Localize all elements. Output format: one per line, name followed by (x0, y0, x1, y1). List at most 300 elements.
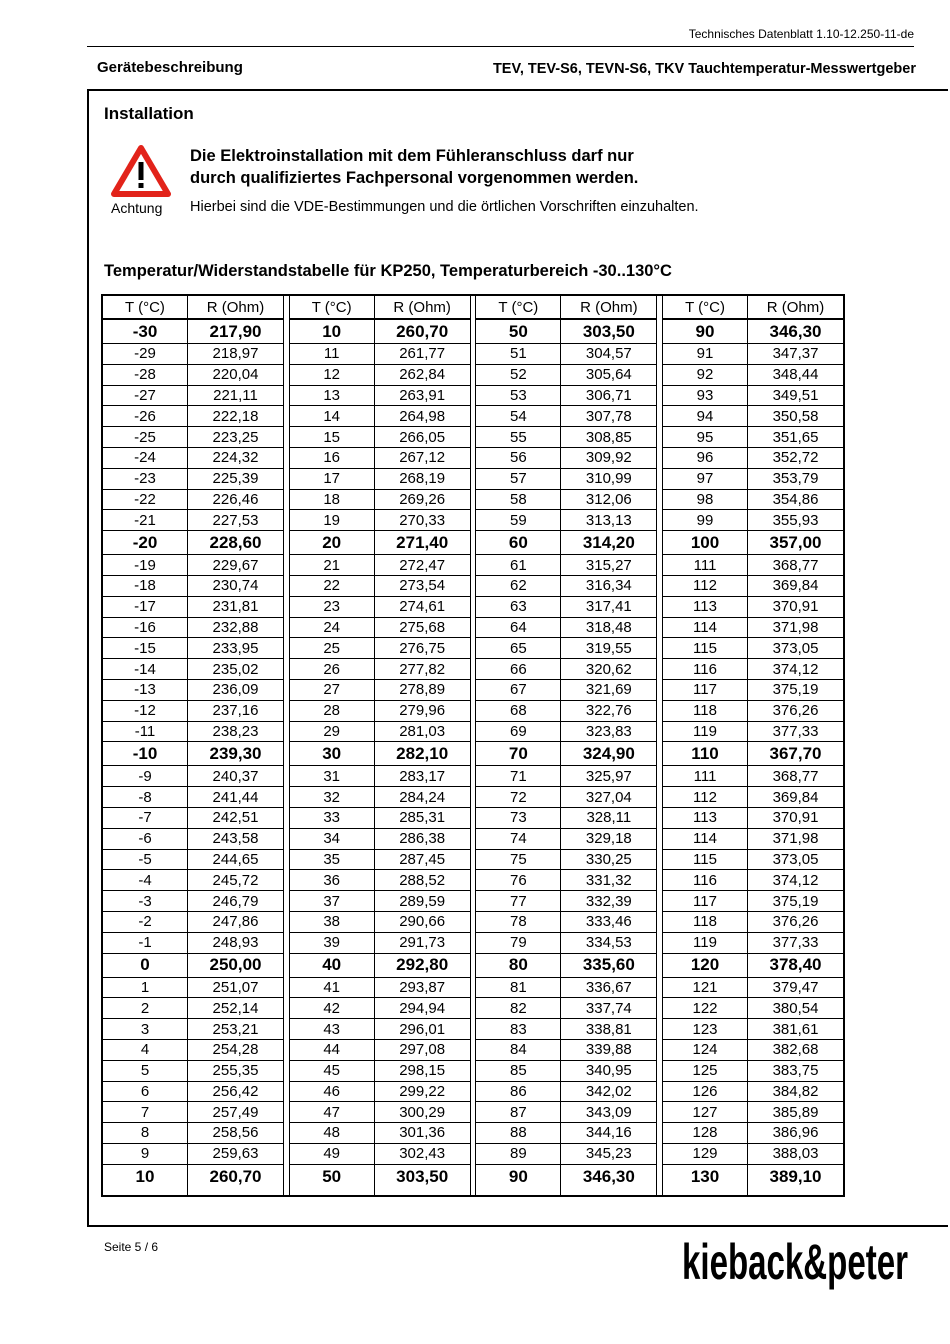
temperature-cell: 79 (476, 933, 560, 954)
resistance-cell: 257,49 (188, 1102, 283, 1123)
resistance-cell: 319,55 (561, 638, 656, 659)
resistance-cell: 307,78 (561, 406, 656, 427)
column-header-temperature: T (°C) (476, 296, 560, 320)
temperature-cell: 41 (290, 978, 374, 999)
temperature-cell: 30 (290, 742, 374, 766)
resistance-cell: 298,15 (375, 1061, 470, 1082)
table-group (103, 296, 283, 1195)
resistance-cell: 262,84 (375, 365, 470, 386)
temperature-cell: -27 (103, 386, 187, 407)
resistance-cell: 324,90 (561, 742, 656, 766)
resistance-cell: 346,30 (748, 320, 843, 344)
temperature-cell: 54 (476, 406, 560, 427)
temperature-cell: 2 (103, 998, 187, 1019)
resistance-cell: 368,77 (748, 555, 843, 576)
temperature-cell: -8 (103, 787, 187, 808)
temperature-cell: 91 (663, 344, 747, 365)
resistance-cell: 281,03 (375, 722, 470, 743)
resistance-cell: 283,17 (375, 766, 470, 787)
resistance-cell: 373,05 (748, 850, 843, 871)
resistance-cell: 247,86 (188, 912, 283, 933)
section-heading: Gerätebeschreibung (97, 59, 243, 76)
resistance-cell: 230,74 (188, 576, 283, 597)
resistance-cell: 220,04 (188, 365, 283, 386)
warning-text-line-2: durch qualifiziertes Fachpersonal vorgenommen werden. (190, 169, 639, 187)
temperature-cell: -19 (103, 555, 187, 576)
resistance-cell: 373,05 (748, 638, 843, 659)
temperature-cell: 49 (290, 1144, 374, 1165)
resistance-cell: 342,02 (561, 1082, 656, 1103)
temperature-cell: 32 (290, 787, 374, 808)
resistance-cell: 284,24 (375, 787, 470, 808)
resistance-cell: 260,70 (375, 320, 470, 344)
temperature-cell: 4 (103, 1040, 187, 1061)
resistance-cell: 329,18 (561, 829, 656, 850)
temperature-cell: 63 (476, 597, 560, 618)
temperature-cell: -20 (103, 531, 187, 555)
temperature-cell: 16 (290, 448, 374, 469)
temperature-cell: -22 (103, 490, 187, 511)
temperature-cell: 116 (663, 659, 747, 680)
temperature-cell: -1 (103, 933, 187, 954)
temperature-cell: 56 (476, 448, 560, 469)
column-header-temperature: T (°C) (663, 296, 747, 320)
temperature-column (103, 296, 188, 1195)
resistance-cell: 337,74 (561, 998, 656, 1019)
resistance-cell: 235,02 (188, 659, 283, 680)
temperature-column (476, 296, 561, 1195)
temperature-cell: 80 (476, 954, 560, 978)
resistance-cell: 343,09 (561, 1102, 656, 1123)
temperature-cell: 33 (290, 808, 374, 829)
temperature-cell: 21 (290, 555, 374, 576)
column-header-resistance: R (Ohm) (748, 296, 843, 320)
resistance-column (375, 296, 470, 1195)
temperature-cell: 120 (663, 954, 747, 978)
temperature-cell: 86 (476, 1082, 560, 1103)
temperature-cell: 37 (290, 891, 374, 912)
resistance-cell: 370,91 (748, 808, 843, 829)
temperature-cell: 114 (663, 829, 747, 850)
header-rule (87, 46, 914, 47)
resistance-cell: 299,22 (375, 1082, 470, 1103)
resistance-cell: 381,61 (748, 1019, 843, 1040)
resistance-cell: 308,85 (561, 427, 656, 448)
temperature-cell: 117 (663, 680, 747, 701)
temperature-cell: 8 (103, 1123, 187, 1144)
resistance-cell: 371,98 (748, 829, 843, 850)
resistance-cell: 269,26 (375, 490, 470, 511)
group-separator (470, 296, 477, 1195)
resistance-cell: 236,09 (188, 680, 283, 701)
temperature-cell: 27 (290, 680, 374, 701)
temperature-cell: 117 (663, 891, 747, 912)
resistance-cell: 303,50 (396, 1166, 449, 1186)
resistance-cell: 347,37 (748, 344, 843, 365)
temperature-cell: 9 (103, 1144, 187, 1165)
column-header-temperature: T (°C) (103, 296, 187, 320)
temperature-cell: 64 (476, 618, 560, 639)
resistance-cell: 375,19 (748, 891, 843, 912)
temperature-cell: 111 (663, 766, 747, 787)
temperature-cell: -9 (103, 766, 187, 787)
temperature-cell: 81 (476, 978, 560, 999)
resistance-cell: 304,57 (561, 344, 656, 365)
resistance-cell: 325,97 (561, 766, 656, 787)
temperature-cell: 67 (476, 680, 560, 701)
resistance-cell: 246,79 (188, 891, 283, 912)
warning-note: Hierbei sind die VDE-Bestimmungen und die örtlichen Vorschriften einzuhalten. (190, 199, 699, 215)
temperature-cell: 10 (290, 320, 374, 344)
resistance-cell: 332,39 (561, 891, 656, 912)
resistance-cell: 323,83 (561, 722, 656, 743)
temperature-cell: 74 (476, 829, 560, 850)
resistance-cell: 292,80 (375, 954, 470, 978)
temperature-cell: -3 (103, 891, 187, 912)
temperature-cell: 29 (290, 722, 374, 743)
temperature-cell: 3 (103, 1019, 187, 1040)
warning-text-line-1: Die Elektroinstallation mit dem Fühleranschluss darf nur (190, 147, 634, 165)
resistance-cell: 371,98 (748, 618, 843, 639)
temperature-cell: 113 (663, 597, 747, 618)
temperature-cell: 119 (663, 722, 747, 743)
resistance-cell: 352,72 (748, 448, 843, 469)
temperature-cell: 53 (476, 386, 560, 407)
resistance-cell: 374,12 (748, 870, 843, 891)
resistance-cell: 267,12 (375, 448, 470, 469)
resistance-cell: 346,30 (582, 1166, 635, 1186)
temperature-cell: -14 (103, 659, 187, 680)
resistance-cell: 279,96 (375, 701, 470, 722)
temperature-cell: 57 (476, 469, 560, 490)
resistance-cell: 314,20 (561, 531, 656, 555)
resistance-cell: 255,35 (188, 1061, 283, 1082)
kieback-peter-logo (680, 1233, 912, 1293)
resistance-cell: 272,47 (375, 555, 470, 576)
temperature-cell: 116 (663, 870, 747, 891)
temperature-cell: 26 (290, 659, 374, 680)
temperature-cell: 38 (290, 912, 374, 933)
temperature-cell: 70 (476, 742, 560, 766)
temperature-cell: -13 (103, 680, 187, 701)
resistance-cell: 351,65 (748, 427, 843, 448)
temperature-cell: 89 (476, 1144, 560, 1165)
temperature-cell: -5 (103, 850, 187, 871)
resistance-cell: 384,82 (748, 1082, 843, 1103)
resistance-cell: 306,71 (561, 386, 656, 407)
resistance-cell: 385,89 (748, 1102, 843, 1123)
resistance-cell: 378,40 (748, 954, 843, 978)
temperature-cell: 88 (476, 1123, 560, 1144)
resistance-cell: 261,77 (375, 344, 470, 365)
temperature-cell: 75 (476, 850, 560, 871)
temperature-cell: 22 (290, 576, 374, 597)
table-group (663, 296, 843, 1195)
temperature-cell: 11 (290, 344, 374, 365)
resistance-cell: 369,84 (748, 787, 843, 808)
temperature-cell: 5 (103, 1061, 187, 1082)
resistance-cell: 355,93 (748, 510, 843, 531)
resistance-cell: 278,89 (375, 680, 470, 701)
resistance-cell: 240,37 (188, 766, 283, 787)
table-group (290, 296, 470, 1195)
resistance-table (101, 294, 845, 1197)
resistance-cell: 354,86 (748, 490, 843, 511)
resistance-cell: 258,56 (188, 1123, 283, 1144)
temperature-cell: -6 (103, 829, 187, 850)
temperature-cell: -18 (103, 576, 187, 597)
temperature-cell: 115 (663, 850, 747, 871)
resistance-cell: 252,14 (188, 998, 283, 1019)
page-number: Seite 5 / 6 (104, 1240, 159, 1254)
resistance-cell: 369,84 (748, 576, 843, 597)
resistance-cell: 380,54 (748, 998, 843, 1019)
resistance-cell: 340,95 (561, 1061, 656, 1082)
temperature-cell: 62 (476, 576, 560, 597)
resistance-cell: 336,67 (561, 978, 656, 999)
temperature-cell: 23 (290, 597, 374, 618)
temperature-cell: 97 (663, 469, 747, 490)
resistance-cell: 294,94 (375, 998, 470, 1019)
resistance-cell: 273,54 (375, 576, 470, 597)
svg-text:kieback&peter: kieback&peter (682, 1234, 908, 1290)
column-header-resistance: R (Ohm) (561, 296, 656, 320)
resistance-cell: 301,36 (375, 1123, 470, 1144)
resistance-cell: 270,33 (375, 510, 470, 531)
temperature-cell: 94 (663, 406, 747, 427)
temperature-cell: 40 (290, 954, 374, 978)
temperature-cell: 50 (476, 320, 560, 344)
resistance-cell: 226,46 (188, 490, 283, 511)
resistance-cell: 224,32 (188, 448, 283, 469)
temperature-cell: 25 (290, 638, 374, 659)
resistance-cell: 367,70 (748, 742, 843, 766)
resistance-cell: 256,42 (188, 1082, 283, 1103)
temperature-cell: 55 (476, 427, 560, 448)
temperature-cell: 85 (476, 1061, 560, 1082)
temperature-cell: 111 (663, 555, 747, 576)
temperature-cell: 110 (663, 742, 747, 766)
resistance-cell: 242,51 (188, 808, 283, 829)
temperature-cell: -7 (103, 808, 187, 829)
temperature-cell: 122 (663, 998, 747, 1019)
resistance-cell: 344,16 (561, 1123, 656, 1144)
temperature-cell: 10 (135, 1166, 155, 1186)
temperature-cell: 46 (290, 1082, 374, 1103)
temperature-cell: 43 (290, 1019, 374, 1040)
resistance-cell: 327,04 (561, 787, 656, 808)
temperature-cell: 31 (290, 766, 374, 787)
temperature-cell: 99 (663, 510, 747, 531)
resistance-cell: 321,69 (561, 680, 656, 701)
temperature-cell: 78 (476, 912, 560, 933)
temperature-cell: 36 (290, 870, 374, 891)
temperature-cell: 90 (508, 1166, 528, 1186)
resistance-cell: 268,19 (375, 469, 470, 490)
resistance-cell: 315,27 (561, 555, 656, 576)
resistance-cell: 318,48 (561, 618, 656, 639)
resistance-cell: 232,88 (188, 618, 283, 639)
column-header-resistance: R (Ohm) (375, 296, 470, 320)
temperature-cell: 112 (663, 787, 747, 808)
resistance-cell: 377,33 (748, 722, 843, 743)
temperature-cell: 95 (663, 427, 747, 448)
resistance-cell: 227,53 (188, 510, 283, 531)
temperature-cell: 128 (663, 1123, 747, 1144)
resistance-cell: 223,25 (188, 427, 283, 448)
temperature-cell: 84 (476, 1040, 560, 1061)
temperature-cell: 14 (290, 406, 374, 427)
resistance-cell: 353,79 (748, 469, 843, 490)
resistance-cell: 250,00 (188, 954, 283, 978)
resistance-cell: 331,32 (561, 870, 656, 891)
resistance-cell: 264,98 (375, 406, 470, 427)
resistance-cell: 228,60 (188, 531, 283, 555)
resistance-cell: 370,91 (748, 597, 843, 618)
temperature-cell: 42 (290, 998, 374, 1019)
resistance-cell: 377,33 (748, 933, 843, 954)
temperature-cell: 20 (290, 531, 374, 555)
temperature-cell: 44 (290, 1040, 374, 1061)
resistance-cell: 322,76 (561, 701, 656, 722)
resistance-cell: 254,28 (188, 1040, 283, 1061)
temperature-cell: -11 (103, 722, 187, 743)
temperature-cell: 124 (663, 1040, 747, 1061)
installation-title: Installation (104, 104, 194, 123)
resistance-cell: 374,12 (748, 659, 843, 680)
resistance-cell: 296,01 (375, 1019, 470, 1040)
temperature-cell: -10 (103, 742, 187, 766)
temperature-cell: 18 (290, 490, 374, 511)
resistance-cell: 289,59 (375, 891, 470, 912)
resistance-cell: 221,11 (188, 386, 283, 407)
resistance-cell: 305,64 (561, 365, 656, 386)
temperature-cell: 1 (103, 978, 187, 999)
temperature-cell: 39 (290, 933, 374, 954)
resistance-cell: 287,45 (375, 850, 470, 871)
temperature-cell: 13 (290, 386, 374, 407)
temperature-cell: 61 (476, 555, 560, 576)
temperature-cell: 0 (103, 954, 187, 978)
resistance-cell: 310,99 (561, 469, 656, 490)
resistance-cell: 233,95 (188, 638, 283, 659)
resistance-cell: 388,03 (748, 1144, 843, 1165)
resistance-cell: 383,75 (748, 1061, 843, 1082)
resistance-cell: 291,73 (375, 933, 470, 954)
resistance-cell: 238,23 (188, 722, 283, 743)
resistance-cell: 217,90 (188, 320, 283, 344)
resistance-cell: 382,68 (748, 1040, 843, 1061)
temperature-cell: 69 (476, 722, 560, 743)
resistance-cell: 312,06 (561, 490, 656, 511)
group-separator (656, 296, 663, 1195)
resistance-cell: 375,19 (748, 680, 843, 701)
column-header-resistance: R (Ohm) (188, 296, 283, 320)
temperature-cell: 129 (663, 1144, 747, 1165)
temperature-cell: 114 (663, 618, 747, 639)
resistance-cell: 231,81 (188, 597, 283, 618)
temperature-cell: 130 (690, 1166, 720, 1186)
temperature-cell: 59 (476, 510, 560, 531)
resistance-cell: 338,81 (561, 1019, 656, 1040)
resistance-cell: 309,92 (561, 448, 656, 469)
resistance-cell: 376,26 (748, 701, 843, 722)
temperature-cell: -28 (103, 365, 187, 386)
temperature-cell: 118 (663, 701, 747, 722)
column-header-temperature: T (°C) (290, 296, 374, 320)
temperature-cell: -30 (103, 320, 187, 344)
temperature-cell: 15 (290, 427, 374, 448)
resistance-cell: 237,16 (188, 701, 283, 722)
resistance-cell: 218,97 (188, 344, 283, 365)
resistance-column (188, 296, 283, 1195)
resistance-cell: 282,10 (375, 742, 470, 766)
resistance-cell: 357,00 (748, 531, 843, 555)
temperature-cell: 72 (476, 787, 560, 808)
temperature-cell: -15 (103, 638, 187, 659)
temperature-cell: -17 (103, 597, 187, 618)
resistance-column (748, 296, 843, 1195)
temperature-cell: -25 (103, 427, 187, 448)
resistance-cell: 379,47 (748, 978, 843, 999)
resistance-cell: 334,53 (561, 933, 656, 954)
group-separator (283, 296, 290, 1195)
temperature-cell: 60 (476, 531, 560, 555)
warning-triangle-icon (111, 145, 171, 197)
temperature-cell: 52 (476, 365, 560, 386)
resistance-cell: 275,68 (375, 618, 470, 639)
resistance-cell: 330,25 (561, 850, 656, 871)
temperature-cell: 123 (663, 1019, 747, 1040)
resistance-cell: 277,82 (375, 659, 470, 680)
resistance-cell: 286,38 (375, 829, 470, 850)
resistance-cell: 241,44 (188, 787, 283, 808)
resistance-cell: 271,40 (375, 531, 470, 555)
temperature-cell: -12 (103, 701, 187, 722)
temperature-cell: 66 (476, 659, 560, 680)
resistance-cell: 225,39 (188, 469, 283, 490)
resistance-cell: 263,91 (375, 386, 470, 407)
temperature-cell: -4 (103, 870, 187, 891)
resistance-cell: 260,70 (209, 1166, 262, 1186)
resistance-cell: 285,31 (375, 808, 470, 829)
temperature-cell: 112 (663, 576, 747, 597)
temperature-cell: 82 (476, 998, 560, 1019)
temperature-cell: 24 (290, 618, 374, 639)
temperature-cell: 6 (103, 1082, 187, 1103)
temperature-cell: 35 (290, 850, 374, 871)
resistance-cell: 335,60 (561, 954, 656, 978)
document-id: Technisches Datenblatt 1.10-12.250-11-de (688, 27, 914, 41)
temperature-cell: 50 (322, 1166, 342, 1186)
temperature-cell: 19 (290, 510, 374, 531)
resistance-cell: 300,29 (375, 1102, 470, 1123)
temperature-cell: -29 (103, 344, 187, 365)
resistance-cell: 248,93 (188, 933, 283, 954)
resistance-cell: 303,50 (561, 320, 656, 344)
temperature-cell: 119 (663, 933, 747, 954)
temperature-cell: 76 (476, 870, 560, 891)
temperature-cell: 125 (663, 1061, 747, 1082)
temperature-cell: 83 (476, 1019, 560, 1040)
resistance-cell: 288,52 (375, 870, 470, 891)
resistance-column (561, 296, 656, 1195)
temperature-cell: -24 (103, 448, 187, 469)
temperature-cell: 28 (290, 701, 374, 722)
temperature-cell: 45 (290, 1061, 374, 1082)
resistance-cell: 222,18 (188, 406, 283, 427)
temperature-cell: 34 (290, 829, 374, 850)
